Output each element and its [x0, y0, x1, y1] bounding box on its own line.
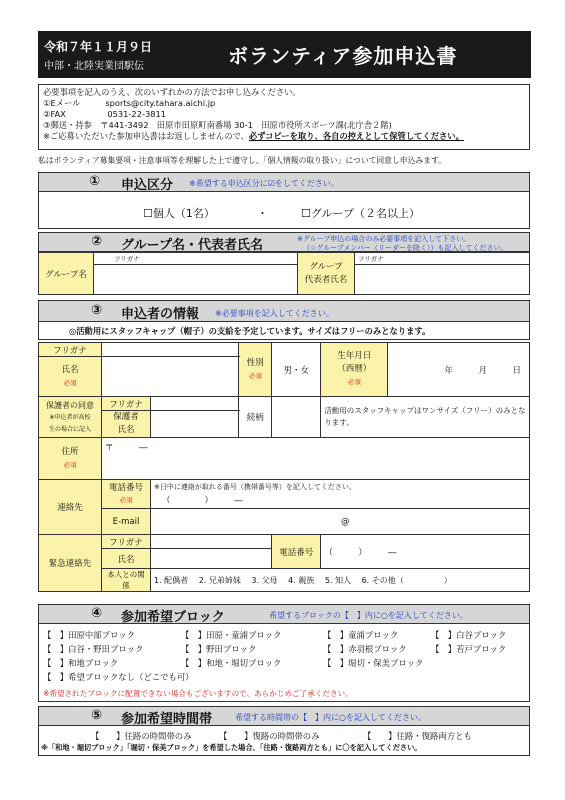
group-name-furigana[interactable]: フリガナ	[94, 253, 298, 265]
birthdate-label	[321, 343, 388, 397]
agreement-text: 私はボランティア募集要項・注意事項等を理解した上で遵守し、「個人情報の取り扱い」について同意し申込みます。	[38, 156, 446, 165]
gender-label	[239, 343, 272, 397]
section-2-header	[38, 232, 530, 252]
section-4-title: 参加希望ブロック	[121, 610, 225, 625]
application-instructions	[38, 84, 530, 150]
time-slot-note: ※「和地・堀切ブロック」「堀切・保美ブロック」を希望した場合、「往路・復路両方とも」に〇を記入してください。	[41, 743, 422, 752]
birthdate-label-text: 生年月日	[337, 351, 372, 361]
time-return-option[interactable]: 【 】復路の時間帯のみ	[219, 731, 320, 741]
guardian-name-label-line2: 氏名	[117, 425, 135, 435]
group-checkbox[interactable]: ☐グループ（２名以上）	[301, 207, 420, 220]
section-2-hint-1: ※グループ申込の場合のみ必要事項を記入して下さい。	[297, 235, 471, 243]
birthdate-required: 必須	[347, 378, 361, 386]
applicant-name-required: 必須	[63, 378, 77, 387]
block-option[interactable]: 【 】田原・童浦ブロック	[181, 630, 282, 640]
group-info-table	[38, 252, 530, 295]
section-5-title: 参加希望時間帯	[121, 712, 213, 727]
birthdate-field[interactable]: 年 月 日	[388, 343, 530, 397]
emergency-name-label: 氏名	[102, 549, 151, 569]
phone-label-text: 電話番号	[108, 483, 143, 493]
section-1-number: ①	[89, 174, 101, 189]
block-choices-box	[38, 624, 530, 702]
gender-required: 必須	[248, 371, 262, 380]
fax-method-label: ②FAX	[43, 109, 66, 119]
group-name-field[interactable]	[94, 265, 298, 295]
fax-number: 0531-22-3811	[107, 109, 167, 119]
email-method	[43, 98, 525, 109]
group-rep-label-line1: グループ	[309, 261, 343, 272]
gender-options[interactable]: 男・女	[272, 343, 321, 397]
mail-address: 〒441-3492 田原市田原町南番場 30-1 田原市役所スポーツ課(北庁舎２階)	[100, 120, 392, 130]
emergency-name-field[interactable]	[151, 549, 272, 569]
block-note: ※希望されたブロックに配置できない場合もございますので、あらかじめご了承ください。	[43, 689, 353, 698]
copy-note-emphasis: 必ずコピーを取り、各自の控えとして保管してください。	[248, 131, 464, 141]
guardian-consent-note-1: ※申込者が高校	[49, 413, 91, 421]
block-option[interactable]: 【 】野田ブロック	[181, 644, 257, 654]
guardian-furigana-label: フリガナ	[102, 397, 151, 411]
guardian-consent-note-2: 生の場合に記入	[48, 425, 91, 433]
time-slot-box	[38, 726, 530, 756]
individual-checkbox[interactable]: ☐個人（1名）	[143, 207, 215, 220]
time-both-option[interactable]: 【 】往路・復路両方とも	[363, 731, 472, 741]
section-5-number: ⑤	[91, 708, 103, 723]
relation-field[interactable]	[272, 397, 321, 438]
block-option[interactable]: 【 】赤羽根ブロック	[323, 644, 407, 654]
mail-method-label: ③郵送・持参	[43, 120, 92, 130]
group-name-label: グループ名	[39, 253, 94, 295]
relation-label: 続柄	[239, 397, 272, 438]
email-address: sports@city.tahara.aichi.jp	[105, 98, 216, 108]
birthdate-era: （西暦）	[337, 364, 372, 374]
applicant-table	[38, 342, 530, 592]
emergency-phone-label: 電話番号	[272, 535, 321, 569]
email-method-label: ①Eメール	[43, 98, 81, 108]
address-required: 必須	[63, 460, 77, 469]
gender-label-text: 性別	[246, 357, 264, 368]
email-label: E-mail	[102, 509, 151, 535]
section-3-title: 申込者の情報	[121, 307, 200, 322]
address-label	[39, 438, 102, 480]
guardian-furigana-field[interactable]	[151, 397, 239, 411]
section-1-hint: ※希望する申込区分に☑をしてください。	[189, 179, 339, 188]
section-5-hint: 希望する時間帯の【 】内に○を記入してください。	[235, 713, 426, 722]
relationship-label: 本人との関係	[102, 569, 151, 592]
cap-size-note: 活動用のスタッフキャップはワンサイズ（フリー）のみとなります。	[321, 397, 530, 438]
block-option[interactable]: 【 】田原中部ブロック	[43, 630, 135, 640]
phone-field[interactable]	[151, 480, 530, 509]
section-3-hint: ※必要事項を記入してください。	[215, 309, 334, 318]
block-option[interactable]: 【 】和地・堀切ブロック	[181, 658, 282, 668]
time-outbound-option[interactable]: 【 】往路の時間帯のみ	[91, 731, 192, 741]
mail-method	[43, 120, 525, 131]
copy-note-text: ※ご応募いただいた参加申込書はお返ししませんので、	[43, 131, 249, 141]
applicant-furigana-field[interactable]	[102, 343, 239, 357]
applicant-name-label	[39, 357, 102, 397]
option-separator: ・	[257, 207, 268, 220]
contact-label: 連絡先	[39, 480, 102, 535]
block-option[interactable]: 【 】若戸ブロック	[431, 644, 507, 654]
guardian-consent-label	[39, 397, 102, 438]
guardian-name-field[interactable]	[151, 411, 239, 438]
section-1-header	[38, 172, 530, 192]
applicant-name-field[interactable]	[102, 357, 239, 397]
group-rep-field[interactable]	[355, 265, 530, 295]
group-rep-furigana[interactable]: フリガナ	[355, 253, 530, 265]
block-option[interactable]: 【 】希望ブロックなし（どこでも可）	[43, 672, 194, 682]
group-rep-label-line2: 代表者氏名	[304, 274, 348, 285]
event-name: 中部・北陸実業団駅伝	[44, 61, 144, 72]
copy-note	[43, 131, 525, 142]
emergency-furigana-label: フリガナ	[102, 535, 151, 549]
instructions-line: 必要事項を記入のうえ、次のいずれかの方法でお申し込みください。	[43, 87, 301, 97]
section-2-title: グループ名・代表者氏名	[121, 238, 263, 253]
section-5-header	[38, 706, 530, 726]
section-4-hint: 希望するブロックの【 】内に○を記入してください。	[269, 611, 468, 620]
phone-note: ※日中に連絡が取れる番号（携帯番号等）を記入してください。	[154, 483, 356, 491]
emergency-contact-label: 緊急連絡先	[39, 535, 102, 592]
block-option[interactable]: 【 】白谷・野田ブロック	[43, 644, 144, 654]
applicant-name-label-text: 氏名	[61, 364, 79, 375]
cap-notice: ◎活動用にスタッフキャップ（帽子）の支給を予定しています。サイズはフリーのみとなります。	[38, 322, 530, 340]
emergency-furigana-field[interactable]	[151, 535, 272, 549]
section-2-hint-2: （☆グループメンバー（リーダーを除く））も記入してください。	[303, 244, 508, 252]
section-4-number: ④	[91, 606, 103, 621]
emergency-phone-field[interactable]: （ ） ―	[321, 535, 530, 569]
section-4-header	[38, 604, 530, 624]
block-option[interactable]: 【 】堀切・保美ブロック	[323, 658, 424, 668]
address-field[interactable]: 〒 ―	[102, 438, 530, 480]
phone-required: 必須	[119, 496, 133, 504]
section-1-title: 申込区分	[121, 178, 174, 193]
header-banner	[38, 31, 531, 78]
section-3-header	[38, 300, 530, 322]
section-3-number: ③	[91, 303, 103, 318]
email-field[interactable]: @	[151, 509, 530, 535]
guardian-name-label-line1: 保護者	[113, 412, 139, 422]
phone-label	[102, 480, 151, 509]
guardian-consent-title: 保護者の同意	[46, 400, 94, 410]
phone-format: （ ） ―	[162, 496, 243, 506]
applicant-furigana-label: フリガナ	[39, 343, 102, 357]
address-label-text: 住所	[61, 446, 79, 457]
guardian-name-label	[102, 411, 151, 438]
block-option[interactable]: 【 】童浦ブロック	[323, 630, 399, 640]
fax-method	[43, 109, 525, 120]
page-title: ボランティア参加申込書	[228, 44, 458, 68]
section-2-number: ②	[91, 234, 103, 249]
group-rep-label	[298, 253, 355, 295]
relationship-options[interactable]: 1. 配偶者 2. 兄弟姉妹 3. 父母 4. 親族 5. 知人 6. その他（ ）	[151, 569, 530, 592]
block-option[interactable]: 【 】和地ブロック	[43, 658, 119, 668]
event-date: 令和７年１１月９日	[44, 40, 153, 54]
application-type-box	[38, 192, 530, 229]
block-option[interactable]: 【 】白谷ブロック	[431, 630, 507, 640]
